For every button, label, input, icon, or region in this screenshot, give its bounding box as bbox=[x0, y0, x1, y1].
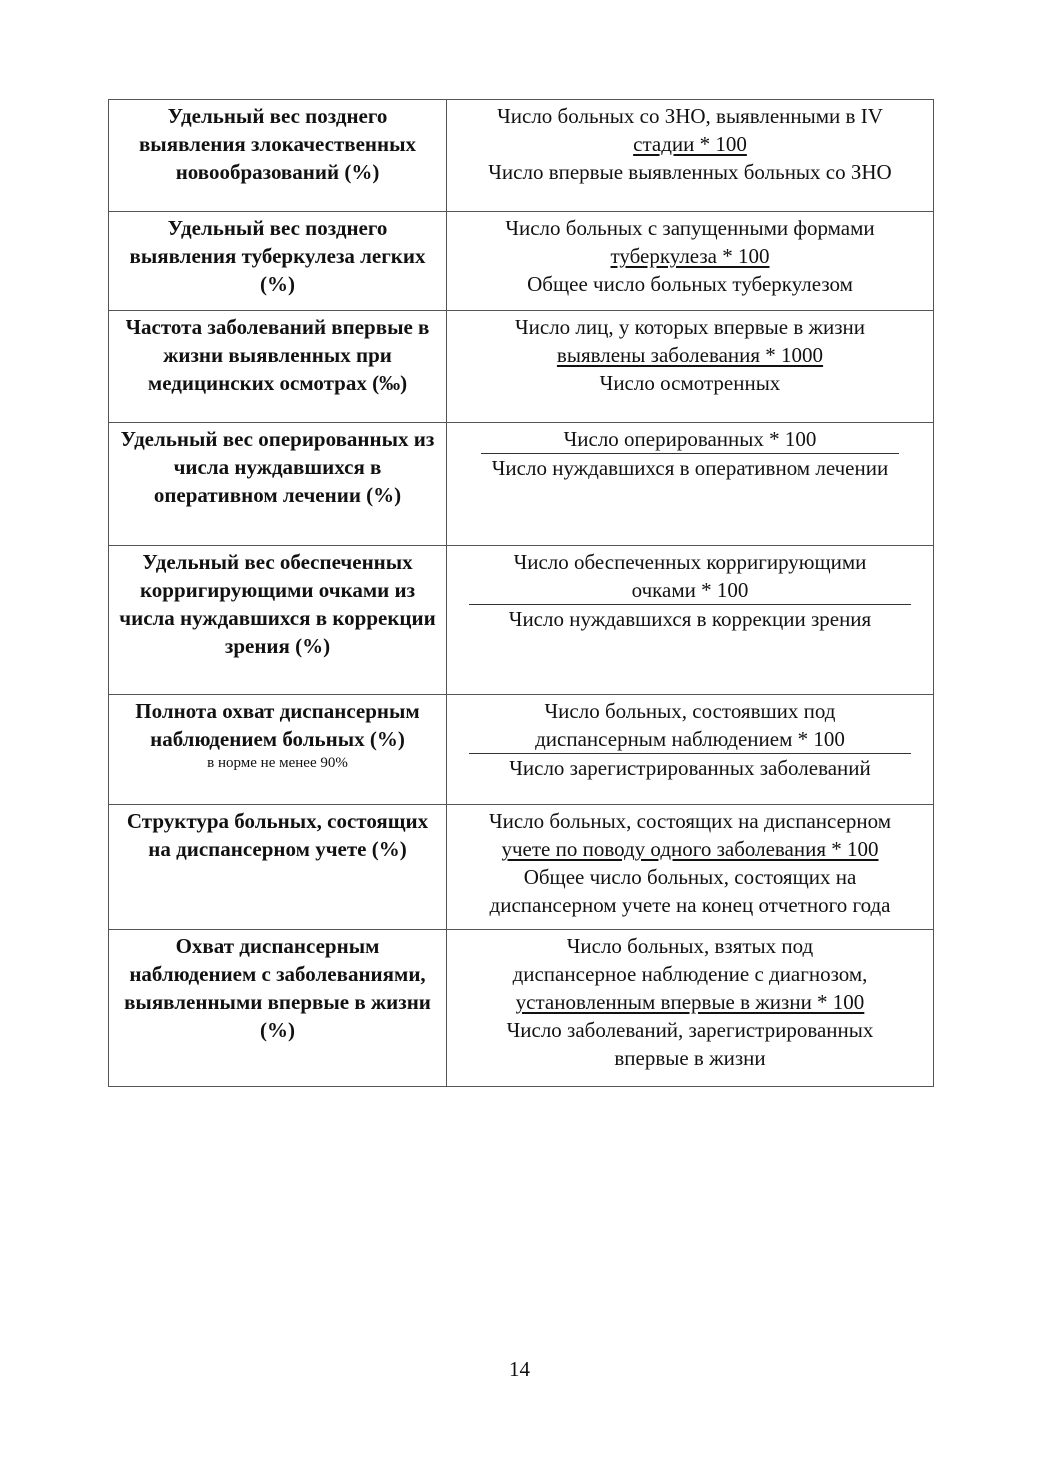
formula-numerator: учете по поводу одного заболевания * 100 bbox=[501, 837, 879, 861]
formula-numerator: Число больных со ЗНО, выявленными в IV bbox=[497, 104, 883, 128]
indicator-name: Структура больных, состоящих на диспансерном учете (%) bbox=[109, 805, 447, 930]
formula-denominator: диспансерном учете на конец отчетного года bbox=[489, 893, 891, 917]
formula-numerator: Число обеспеченных корригирующими bbox=[513, 550, 867, 574]
formula-numerator: диспансерным наблюдением * 100 bbox=[535, 727, 845, 751]
indicators-table bbox=[108, 99, 934, 1087]
formula-numerator: Число оперированных * 100 bbox=[481, 425, 899, 454]
formula-denominator: Общее число больных, состоящих на bbox=[523, 865, 857, 889]
indicator-formula bbox=[447, 100, 934, 212]
table-row bbox=[109, 695, 934, 805]
formula-numerator: установленным впервые в жизни * 100 bbox=[515, 990, 865, 1014]
table-row bbox=[109, 805, 934, 930]
indicator-name: Удельный вес позднего выявления злокачественных новообразований (%) bbox=[109, 100, 447, 212]
formula-denominator: Число осмотренных bbox=[599, 371, 781, 395]
table-row bbox=[109, 311, 934, 423]
formula-numerator: диспансерное наблюдение с диагнозом, bbox=[512, 962, 868, 986]
formula-numerator: стадии * 100 bbox=[633, 132, 747, 156]
formula-denominator: Число нуждавшихся в коррекции зрения bbox=[469, 604, 911, 633]
table-row bbox=[109, 930, 934, 1087]
formula-numerator: Число больных, состоявших под bbox=[544, 699, 836, 723]
formula-numerator: Число лиц, у которых впервые в жизни bbox=[514, 315, 866, 339]
formula-denominator: Число нуждавшихся в оперативном лечении bbox=[491, 456, 889, 480]
indicator-formula bbox=[447, 546, 934, 695]
indicator-name: Удельный вес оперированных из числа нуждавшихся в оперативном лечении (%) bbox=[109, 423, 447, 546]
indicator-formula bbox=[447, 695, 934, 805]
indicator-name: Охват диспансерным наблюдением с заболеваниями, выявленными впервые в жизни (%) bbox=[109, 930, 447, 1087]
indicator-name: Удельный вес позднего выявления туберкулеза легких (%) bbox=[109, 212, 447, 311]
formula-denominator: Число впервые выявленных больных со ЗНО bbox=[488, 160, 892, 184]
formula-numerator: очками * 100 bbox=[631, 578, 749, 602]
indicator-name: Удельный вес обеспеченных корригирующими очками из числа нуждавшихся в коррекции зрения (%) bbox=[109, 546, 447, 695]
indicator-formula bbox=[447, 311, 934, 423]
norm-note: в норме не менее 90% bbox=[207, 755, 348, 771]
formula-numerator: Число больных с запущенными формами bbox=[505, 216, 875, 240]
table-row bbox=[109, 546, 934, 695]
page-number: 14 bbox=[509, 1357, 530, 1381]
indicator-formula bbox=[447, 423, 934, 546]
indicator-formula bbox=[447, 212, 934, 311]
formula-denominator: Общее число больных туберкулезом bbox=[527, 272, 853, 296]
indicator-name: Полнота охват диспансерным наблюдением больных (%) в норме не менее 90% bbox=[109, 695, 447, 805]
indicator-name: Частота заболеваний впервые в жизни выявленных при медицинских осмотрах (‰) bbox=[109, 311, 447, 423]
formula-denominator: Число заболеваний, зарегистрированных bbox=[506, 1018, 874, 1042]
table-row bbox=[109, 100, 934, 212]
formula-numerator: Число больных, взятых под bbox=[566, 934, 814, 958]
table-row bbox=[109, 423, 934, 546]
indicator-formula bbox=[447, 930, 934, 1087]
formula-numerator: выявлены заболевания * 1000 bbox=[556, 343, 824, 367]
formula-denominator: Число зарегистрированных заболеваний bbox=[469, 753, 911, 782]
formula-numerator: туберкулеза * 100 bbox=[610, 244, 770, 268]
table-row bbox=[109, 212, 934, 311]
formula-denominator: впервые в жизни bbox=[614, 1046, 766, 1070]
indicator-formula bbox=[447, 805, 934, 930]
formula-numerator: Число больных, состоящих на диспансерном bbox=[488, 809, 892, 833]
